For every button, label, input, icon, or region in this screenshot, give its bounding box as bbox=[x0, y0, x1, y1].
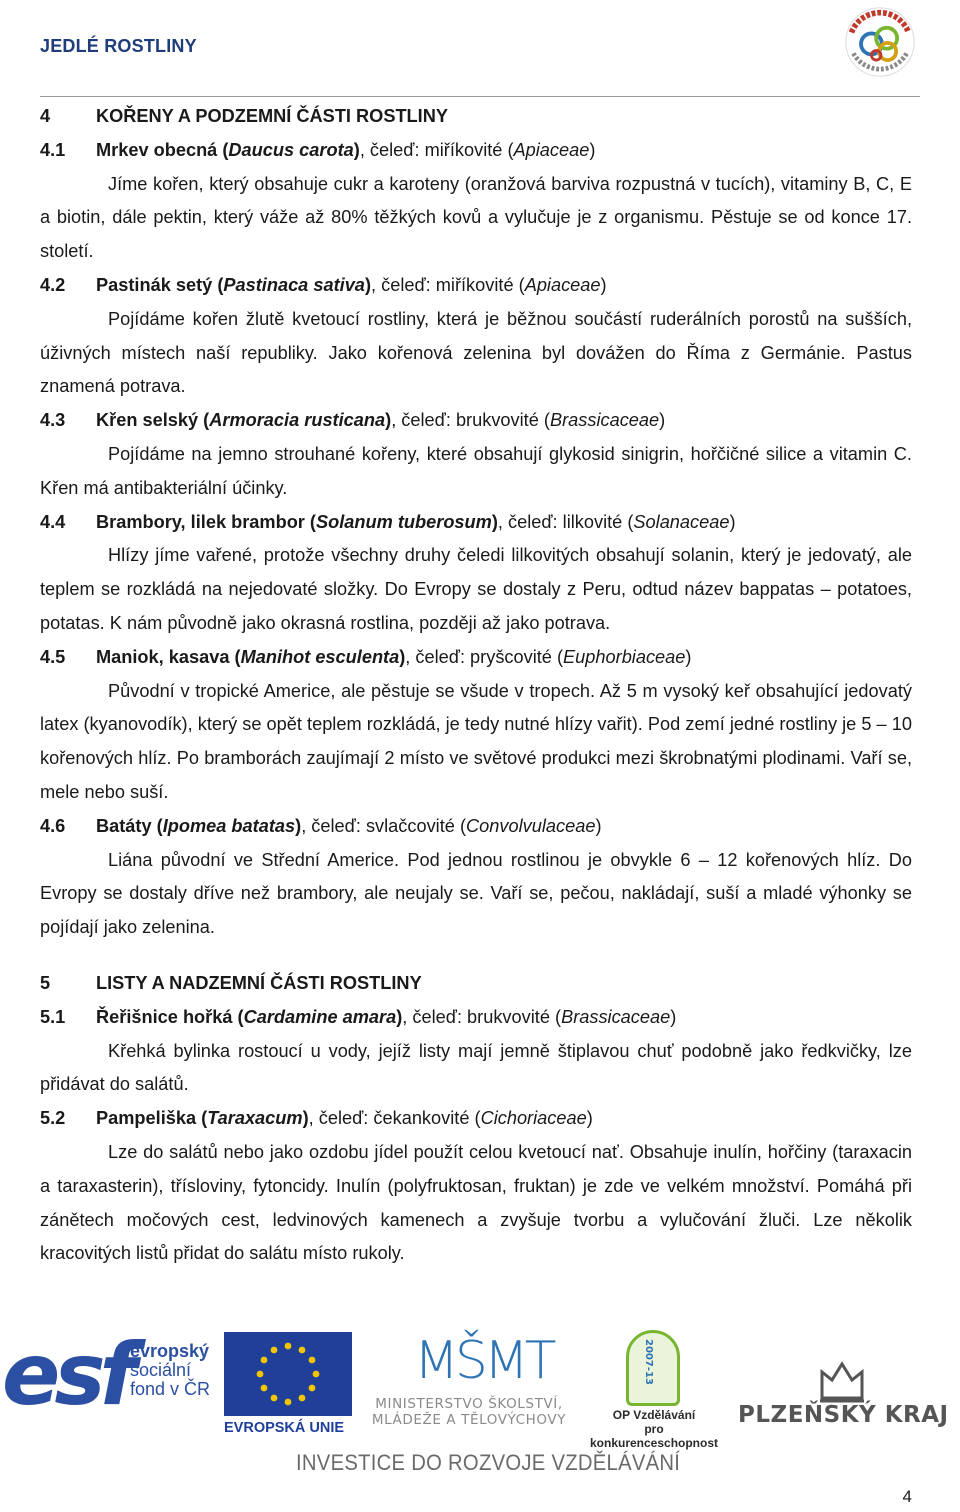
kraj-text: PLZEŇSKÝ KRAJ bbox=[738, 1402, 949, 1428]
plant-number: 4.2 bbox=[40, 274, 66, 295]
plant-description: Jíme kořen, který obsahuje cukr a karoteny (oranžová barviva rozpustná v tucích), vitaminy B, C, E a biotin, dále pektin, který váže až 80% těžkých kovů a vylučuje je z organismu. Pěstuje se od konce 17. století. bbox=[40, 173, 912, 262]
plant-family: , čeleď: brukvovité ( bbox=[402, 1006, 562, 1027]
plant-family-close: ) bbox=[589, 139, 596, 160]
plant-heading bbox=[40, 134, 912, 168]
esf-text-line: evropský bbox=[130, 1341, 210, 1361]
plant-number: 4.6 bbox=[40, 815, 66, 836]
plant-name-close: ) bbox=[364, 274, 371, 295]
plant-name: Pastinák setý ( bbox=[96, 274, 224, 295]
footer-logos bbox=[0, 1325, 960, 1475]
plant-number: 4.4 bbox=[40, 511, 66, 532]
section-heading bbox=[40, 100, 912, 134]
plant-number: 4.5 bbox=[40, 646, 66, 667]
plant-family-close: ) bbox=[586, 1108, 593, 1129]
esf-text-line: sociální bbox=[130, 1360, 192, 1380]
plant-family: , čeleď: svlačcovité ( bbox=[301, 815, 467, 836]
plant-family: , čeleď: čekankovité ( bbox=[308, 1108, 481, 1129]
plant-description: Pojídáme na jemno strouhané kořeny, které obsahují glykosid sinigrin, hořčičné silice a vitamin C. Křen má antibakteriální účinky. bbox=[40, 443, 912, 498]
plant-family-latin: Solanaceae bbox=[633, 511, 730, 532]
esf-logo bbox=[2, 1326, 216, 1434]
plant-family: , čeleď: miříkovité ( bbox=[359, 139, 514, 160]
plant-number: 5.2 bbox=[40, 1108, 66, 1129]
section-title: KOŘENY A PODZEMNÍ ČÁSTI ROSTLINY bbox=[96, 106, 448, 126]
plant-name-close: ) bbox=[295, 815, 302, 836]
plant-description: Pojídáme kořen žlutě kvetoucí rostliny, která je běžnou součástí ruderálních porostů na sušších, úživných místech naší republiky. Jako kořenová zelenina byl dovážen do Říma z Germánie. Pastus znamená potrava. bbox=[40, 308, 912, 397]
plant-description: Křehká bylinka rostoucí u vody, jejíž listy mají jemně štiplavou chuť podobně jako ředkvičky, lze přidávat do salátů. bbox=[40, 1040, 912, 1095]
op-badge-icon bbox=[626, 1330, 680, 1406]
plant-latin-name: Solanum tuberosum bbox=[316, 511, 492, 532]
plant-family-close: ) bbox=[729, 511, 736, 532]
plant-family-latin: Apiaceae bbox=[524, 274, 601, 295]
plant-description: Původní v tropické Americe, ale pěstuje se všude v tropech. Až 5 m vysoký keř obsahující jedovatý latex (kyanovodík), který se opět teplem rozkládá, je tedy nutné hlízy vařit). Pod zemí jedné rostliny je 5 – 10 kořenových hlíz. Po bramborách zaujímají 2 místo ve světové produkci mezi škrobnatými plodinami. Vaří se, mele nebo suší. bbox=[40, 680, 912, 802]
plant-description: Liána původní ve Střední Americe. Pod jednou rostlinou je obvykle 6 – 12 kořenových hlíz. Do Evropy se dostaly dříve než brambory, ale neujaly se. Vaří se, pečou, nakládají, suší a mladé výhonky se pojídají jako zelenina. bbox=[40, 849, 912, 938]
plant-name: Pampeliška ( bbox=[96, 1108, 208, 1129]
plant-heading bbox=[40, 1102, 912, 1136]
plant-latin-name: Ipomea batatas bbox=[162, 815, 296, 836]
document-body bbox=[40, 100, 912, 1271]
plant-family-close: ) bbox=[595, 815, 602, 836]
plant-heading bbox=[40, 269, 912, 303]
plant-family: , čeleď: pryšcovité ( bbox=[405, 646, 564, 667]
plant-description: Lze do salátů nebo jako ozdobu jídel použít celou kvetoucí nať. Obsahuje inulín, hořčiny (taraxacin a taraxasterin), třísloviny, fytoncidy. Inulín (polyfruktosan, fruktan) je zde ve velkém množství. Pomáhá při zánětech močových cest, ledvinových kamenech a zvyšuje tvorbu a vylučování žluči. Lze několik kracovitých listů přidat do salátu místo rukoly. bbox=[40, 1141, 912, 1264]
plant-name: Křen selský ( bbox=[96, 410, 210, 431]
plant-name-close: ) bbox=[302, 1108, 309, 1129]
kraj-crest-icon bbox=[816, 1358, 868, 1404]
eu-text: EVROPSKÁ UNIE bbox=[224, 1420, 345, 1436]
plant-number: 5.1 bbox=[40, 1006, 66, 1027]
plant-name: Batáty ( bbox=[96, 815, 163, 836]
plant-description: Hlízy jíme vařené, protože všechny druhy čeledi lilkovitých obsahují solanin, který je jedovatý, ale teplem se rozkládá na nejedovaté složky. Do Evropy se dostaly z Peru, odtud název bappatas – potatoes, potatas. K nám původně jako okrasná rostlina, později až jako potrava. bbox=[40, 545, 912, 633]
section-title: LISTY A NADZEMNÍ ČÁSTI ROSTLINY bbox=[96, 972, 422, 993]
section-gap bbox=[40, 945, 912, 967]
esf-mark: esf bbox=[2, 1325, 131, 1425]
plant-title bbox=[96, 506, 736, 540]
plant-title bbox=[96, 1001, 676, 1035]
plant-latin-name: Pastinaca sativa bbox=[223, 274, 365, 295]
section-heading bbox=[40, 967, 912, 1001]
msmt-mark: MŠMT bbox=[414, 1331, 553, 1391]
plant-title bbox=[96, 269, 607, 303]
plant-latin-name: Taraxacum bbox=[207, 1108, 303, 1129]
plant-title bbox=[96, 810, 602, 844]
praktická-výuka-logo-icon bbox=[842, 4, 918, 80]
page-header bbox=[40, 34, 920, 97]
plant-latin-name: Cardamine amara bbox=[243, 1006, 397, 1027]
plant-family: , čeleď: brukvovité ( bbox=[391, 410, 550, 431]
plant-family-latin: Cichoriaceae bbox=[480, 1108, 587, 1129]
page-number: 4 bbox=[902, 1487, 912, 1506]
plant-heading bbox=[40, 404, 912, 438]
plant-title bbox=[96, 1102, 593, 1136]
plant-family-latin: Euphorbiaceae bbox=[563, 646, 686, 667]
plant-heading bbox=[40, 810, 912, 844]
op-vzdelavani-logo bbox=[582, 1326, 726, 1450]
plant-name-close: ) bbox=[385, 410, 392, 431]
plant-number: 4.3 bbox=[40, 410, 66, 431]
section-number: 5 bbox=[40, 972, 51, 993]
plant-latin-name: Armoracia rusticana bbox=[209, 410, 386, 431]
section-number: 4 bbox=[40, 106, 51, 126]
plant-name: Maniok, kasava ( bbox=[96, 646, 241, 667]
plant-title bbox=[96, 134, 595, 168]
msmt-text-line: MINISTERSTVO ŠKOLSTVÍ, bbox=[375, 1396, 563, 1412]
plant-heading bbox=[40, 506, 912, 540]
plant-family-latin: Convolvulaceae bbox=[466, 815, 596, 836]
plant-name: Mrkev obecná ( bbox=[96, 139, 229, 160]
op-text-line: pro konkurenceschopnost bbox=[589, 1422, 719, 1450]
plzensky-kraj-logo bbox=[738, 1358, 948, 1438]
plant-name-close: ) bbox=[491, 511, 498, 532]
plant-title bbox=[96, 641, 691, 675]
plant-family: , čeleď: lilkovité ( bbox=[497, 511, 634, 532]
plant-family-latin: Apiaceae bbox=[513, 139, 590, 160]
plant-name: Řeřišnice hořká ( bbox=[96, 1006, 244, 1027]
plant-name-close: ) bbox=[353, 139, 360, 160]
plant-family: , čeleď: miříkovité ( bbox=[371, 274, 525, 295]
eu-flag-icon bbox=[224, 1332, 352, 1416]
plant-family-latin: Brassicaceae bbox=[549, 410, 660, 431]
plant-family-close: ) bbox=[685, 646, 692, 667]
msmt-logo bbox=[358, 1326, 580, 1436]
plant-number: 4.1 bbox=[40, 139, 66, 160]
plant-latin-name: Daucus carota bbox=[228, 139, 354, 160]
plant-family-latin: Brassicaceae bbox=[561, 1006, 671, 1027]
plant-name: Brambory, lilek brambor ( bbox=[96, 511, 316, 532]
plant-family-close: ) bbox=[600, 274, 607, 295]
msmt-text-line: MLÁDEŽE A TĚLOVÝCHOVY bbox=[371, 1412, 567, 1428]
header-title: JEDLÉ ROSTLINY bbox=[40, 36, 197, 56]
plant-title bbox=[96, 404, 665, 438]
eu-logo bbox=[222, 1332, 356, 1436]
plant-heading bbox=[40, 641, 912, 675]
footer-tagline: INVESTICE DO ROZVOJE VZDĚLÁVÁNÍ bbox=[296, 1450, 681, 1475]
plant-family-close: ) bbox=[670, 1006, 677, 1027]
esf-text-line: fond v ČR bbox=[130, 1379, 211, 1399]
op-text-line: OP Vzdělávání bbox=[612, 1408, 696, 1422]
plant-latin-name: Manihot esculenta bbox=[240, 646, 400, 667]
op-badge-text: 2007-13 bbox=[643, 1339, 654, 1385]
plant-heading bbox=[40, 1001, 912, 1035]
plant-name-close: ) bbox=[399, 646, 406, 667]
plant-family-close: ) bbox=[659, 410, 666, 431]
plant-name-close: ) bbox=[396, 1006, 403, 1027]
